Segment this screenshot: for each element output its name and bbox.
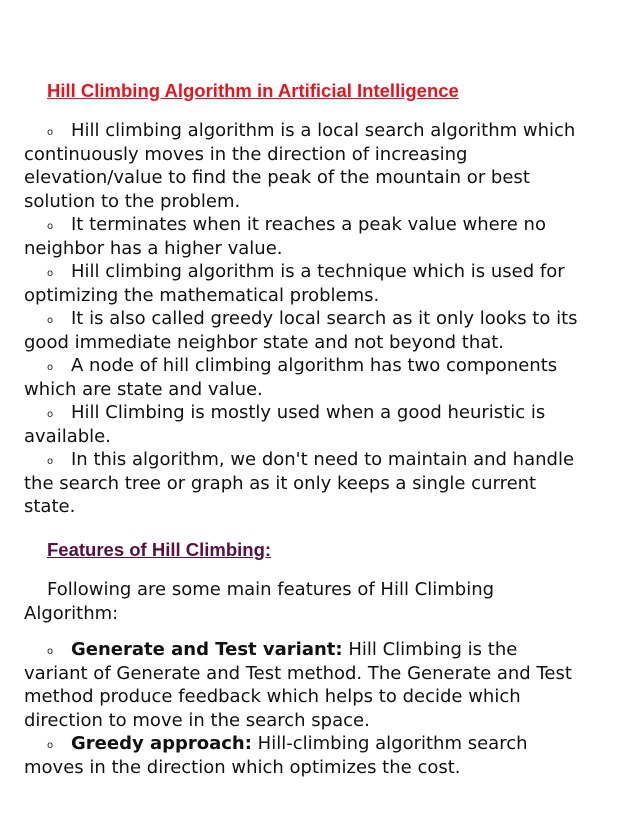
circle-bullet-icon: o — [47, 456, 54, 467]
circle-bullet-icon: o — [47, 268, 54, 279]
list-item: o Greedy approach: Hill-climbing algorithm search — [24, 732, 624, 756]
list-item: o Hill climbing algorithm is a technique which is used for — [24, 260, 624, 284]
list-item: o It is also called greedy local search as it only looks to its — [24, 307, 624, 331]
list-item: o It terminates when it reaches a peak value where no — [24, 213, 624, 237]
list-item: o A node of hill climbing algorithm has two components — [24, 354, 624, 378]
feature-term: Generate and Test variant: — [71, 639, 343, 660]
circle-bullet-icon: o — [47, 362, 54, 373]
bullet-list: o Hill climbing algorithm is a local search algorithm which continuously moves in the direction of increasing elevation/value to find the peak of the mountain or best solution to the problem. o It terminates when it reaches a peak value where no neighbor has a higher value. o Hill climbing algorithm is a technique which is used for optimizing the mathematical problems. o It is also called greedy local search as it only looks to its good immediate neighbor state and not beyond that. o A node of hill climbing algorithm has two components which are state and value. o Hill Climbing is mostly used when a good heuristic is available. o In this algorithm, we don't need to maintain and handle the search tree or graph as it only keeps a single current state. — [24, 119, 624, 519]
feature-term: Greedy approach: — [71, 733, 252, 754]
circle-bullet-icon: o — [47, 315, 54, 326]
section-heading: Features of Hill Climbing: — [47, 539, 272, 560]
page-title: Hill Climbing Algorithm in Artificial Intelligence — [47, 80, 459, 101]
circle-bullet-icon: o — [47, 409, 54, 420]
list-item: o Generate and Test variant: Hill Climbing is the — [24, 638, 624, 662]
features-list: o Generate and Test variant: Hill Climbing is the variant of Generate and Test method. The Generate and Test method produce feedback which helps to decide which direction to move in the search space. o Greedy approach: Hill-climbing algorithm search moves in the direction which optimizes the cost. — [24, 638, 624, 779]
circle-bullet-icon: o — [47, 740, 54, 751]
list-item: o In this algorithm, we don't need to maintain and handle — [24, 448, 624, 472]
circle-bullet-icon: o — [47, 127, 54, 138]
list-item: o Hill climbing algorithm is a local search algorithm which — [24, 119, 624, 143]
list-item: o Hill Climbing is mostly used when a good heuristic is — [24, 401, 624, 425]
circle-bullet-icon: o — [47, 646, 54, 657]
features-intro: Following are some main features of Hill Climbing Algorithm: — [24, 579, 495, 624]
circle-bullet-icon: o — [47, 221, 54, 232]
